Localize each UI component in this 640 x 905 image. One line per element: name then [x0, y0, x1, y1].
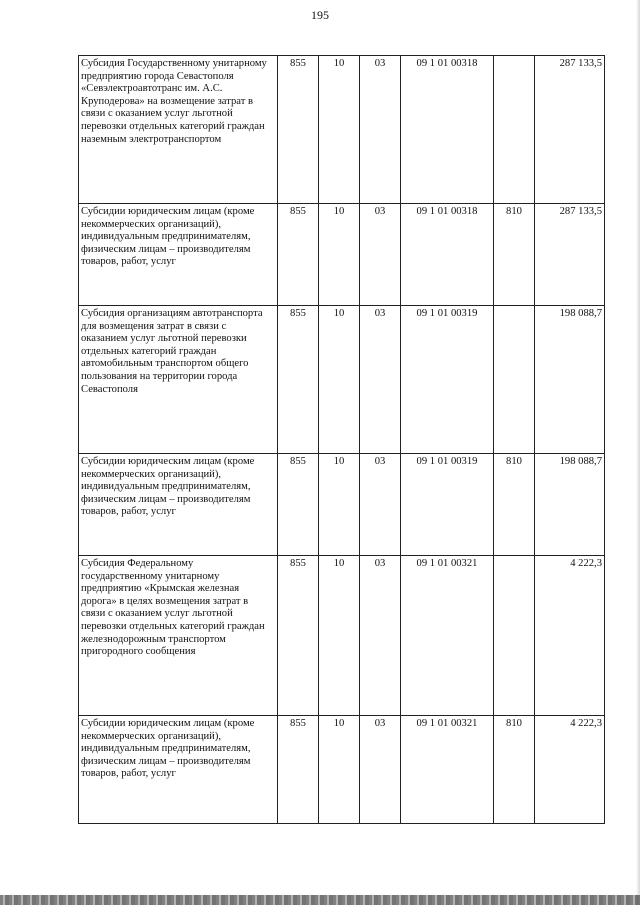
row-amount: 198 088,7 [535, 306, 605, 454]
row-name: Субсидия организациям автотранспорта для возмещения затрат в связи с оказанием услуг льготной перевозки отдельных категорий граждан автомобильным транспортом общего пользования на территории города Севастополя [79, 306, 278, 454]
table-row [79, 556, 605, 716]
page-number: 195 [311, 8, 329, 22]
row-department-code: 855 [278, 454, 319, 556]
row-section-code: 10 [319, 56, 360, 204]
scan-bottom-edge [0, 895, 640, 905]
budget-table [78, 55, 605, 824]
row-amount: 4 222,3 [535, 716, 605, 824]
row-target-article: 09 1 01 00319 [401, 306, 494, 454]
row-target-article: 09 1 01 00318 [401, 204, 494, 306]
row-expense-type [494, 306, 535, 454]
row-expense-type [494, 56, 535, 204]
row-expense-type [494, 556, 535, 716]
row-target-article: 09 1 01 00318 [401, 56, 494, 204]
row-name: Субсидии юридическим лицам (кроме некоммерческих организаций), индивидуальным предпринимателям, физическим лицам – производителям товаров, работ, услуг [79, 716, 278, 824]
row-section-code: 10 [319, 556, 360, 716]
row-section-code: 10 [319, 716, 360, 824]
row-section-code: 10 [319, 454, 360, 556]
row-section-code: 10 [319, 306, 360, 454]
row-amount: 287 133,5 [535, 204, 605, 306]
row-amount: 4 222,3 [535, 556, 605, 716]
row-section-code: 10 [319, 204, 360, 306]
row-subsection-code: 03 [360, 556, 401, 716]
row-department-code: 855 [278, 204, 319, 306]
row-name: Субсидия Федеральному государственному унитарному предприятию «Крымская железная дорога» в целях возмещения затрат в связи с оказанием услуг льготной перевозки отдельных категорий граждан железнодорожным транспортом пригородного сообщения [79, 556, 278, 716]
row-subsection-code: 03 [360, 454, 401, 556]
row-name: Субсидия Государственному унитарному предприятию города Севастополя «Севэлектроавтотранс им. А.С. Круподерова» на возмещение затрат в связи с оказанием услуг льготной перевозки отдельных категорий граждан наземным электротранспортом [79, 56, 278, 204]
row-name: Субсидии юридическим лицам (кроме некоммерческих организаций), индивидуальным предпринимателям, физическим лицам – производителям товаров, работ, услуг [79, 204, 278, 306]
row-subsection-code: 03 [360, 204, 401, 306]
row-subsection-code: 03 [360, 306, 401, 454]
row-department-code: 855 [278, 556, 319, 716]
row-department-code: 855 [278, 716, 319, 824]
row-subsection-code: 03 [360, 56, 401, 204]
row-target-article: 09 1 01 00319 [401, 454, 494, 556]
row-subsection-code: 03 [360, 716, 401, 824]
table-row [79, 306, 605, 454]
scan-edge [636, 0, 640, 905]
row-expense-type: 810 [494, 716, 535, 824]
table-row [79, 454, 605, 556]
row-expense-type: 810 [494, 454, 535, 556]
row-target-article: 09 1 01 00321 [401, 716, 494, 824]
row-expense-type: 810 [494, 204, 535, 306]
row-target-article: 09 1 01 00321 [401, 556, 494, 716]
row-department-code: 855 [278, 306, 319, 454]
table-row [79, 716, 605, 824]
row-name: Субсидии юридическим лицам (кроме некоммерческих организаций), индивидуальным предпринимателям, физическим лицам – производителям товаров, работ, услуг [79, 454, 278, 556]
row-amount: 287 133,5 [535, 56, 605, 204]
table-row [79, 204, 605, 306]
row-department-code: 855 [278, 56, 319, 204]
table-row [79, 56, 605, 204]
row-amount: 198 088,7 [535, 454, 605, 556]
